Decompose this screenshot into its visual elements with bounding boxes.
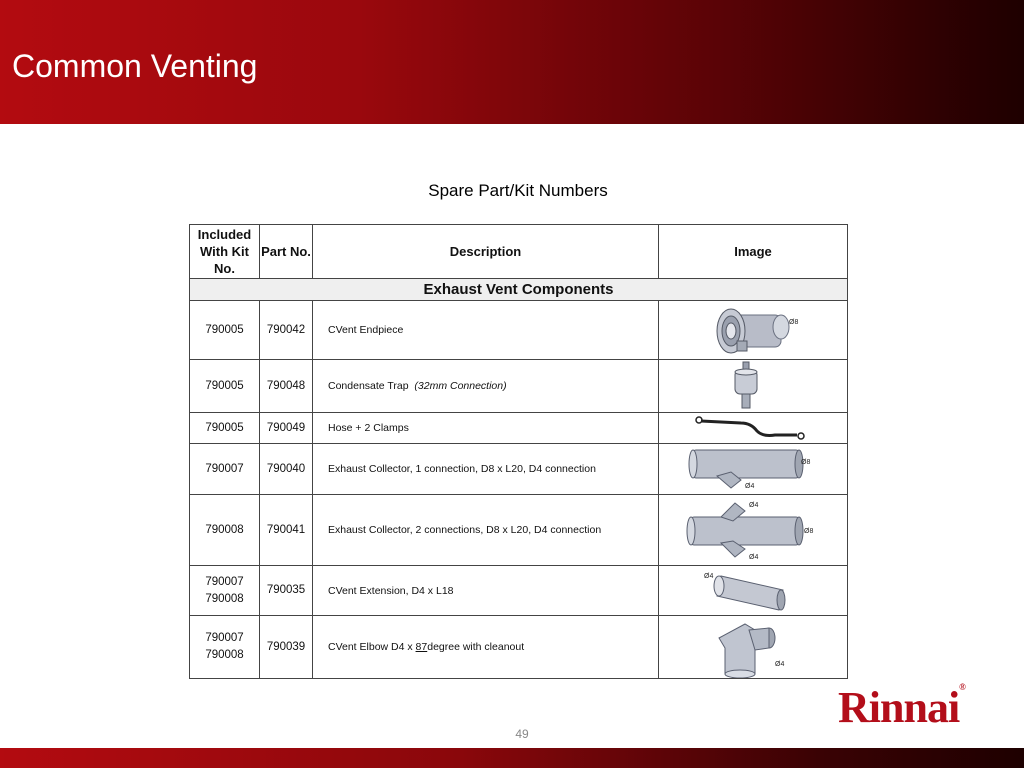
description: CVent Extension, D4 x L18 [313,566,659,616]
svg-text:Ø4: Ø4 [749,554,759,561]
part-number: 790042 [260,301,313,360]
description: CVent Elbow D4 x 87degree with cleanout [313,616,659,679]
description: Exhaust Collector, 2 connections, D8 x L20, D4 connection [313,495,659,566]
exhaust-collector-2-image [659,495,848,566]
kit-number: 790005 [190,301,260,360]
part-number: 790040 [260,444,313,495]
rinnai-logo: Rinnai® [838,682,965,732]
condensate-trap-image [659,360,848,413]
svg-text:Ø4: Ø4 [745,483,755,490]
description: Exhaust Collector, 1 connection, D8 x L20, D4 connection [313,444,659,495]
description: Hose + 2 Clamps [313,413,659,444]
header-row [190,225,848,279]
title-banner [0,0,1024,124]
table-row [190,360,848,413]
svg-text:Ø4: Ø4 [775,661,785,668]
cvent-elbow-image [659,616,848,679]
description: CVent Endpiece [313,301,659,360]
table-row [190,616,848,679]
table-row [190,566,848,616]
hose-clamps-image [659,413,848,444]
header-part: Part No. [260,225,313,279]
description: Condensate Trap (32mm Connection) [313,360,659,413]
table-row [190,301,848,360]
table-row [190,495,848,566]
table-row [190,444,848,495]
part-number: 790035 [260,566,313,616]
kit-number: 790007 790008 [190,616,260,679]
part-number: 790049 [260,413,313,444]
footer-bar [0,748,1024,768]
svg-text:Ø8: Ø8 [789,319,799,326]
kit-number: 790005 [190,413,260,444]
section-title: Exhaust Vent Components [190,279,848,301]
part-number: 790039 [260,616,313,679]
spare-parts-table [189,224,848,679]
page-number: 49 [515,727,529,741]
header-image: Image [659,225,848,279]
table-row [190,413,848,444]
kit-number: 790005 [190,360,260,413]
svg-text:Ø4: Ø4 [704,573,714,580]
slide-title: Common Venting [12,48,258,84]
header-kit: Included With Kit No. [190,225,260,279]
kit-number: 790008 [190,495,260,566]
svg-text:Ø4: Ø4 [749,502,759,509]
part-number: 790041 [260,495,313,566]
kit-number: 790007 [190,444,260,495]
table-caption: Spare Part/Kit Numbers [428,181,608,200]
section-row [190,279,848,301]
header-description: Description [313,225,659,279]
exhaust-collector-1-image [659,444,848,495]
svg-text:Ø8: Ø8 [804,528,814,535]
kit-number: 790007 790008 [190,566,260,616]
cvent-endpiece-image [659,301,848,360]
svg-text:Ø8: Ø8 [801,459,811,466]
cvent-extension-image [659,566,848,616]
part-number: 790048 [260,360,313,413]
